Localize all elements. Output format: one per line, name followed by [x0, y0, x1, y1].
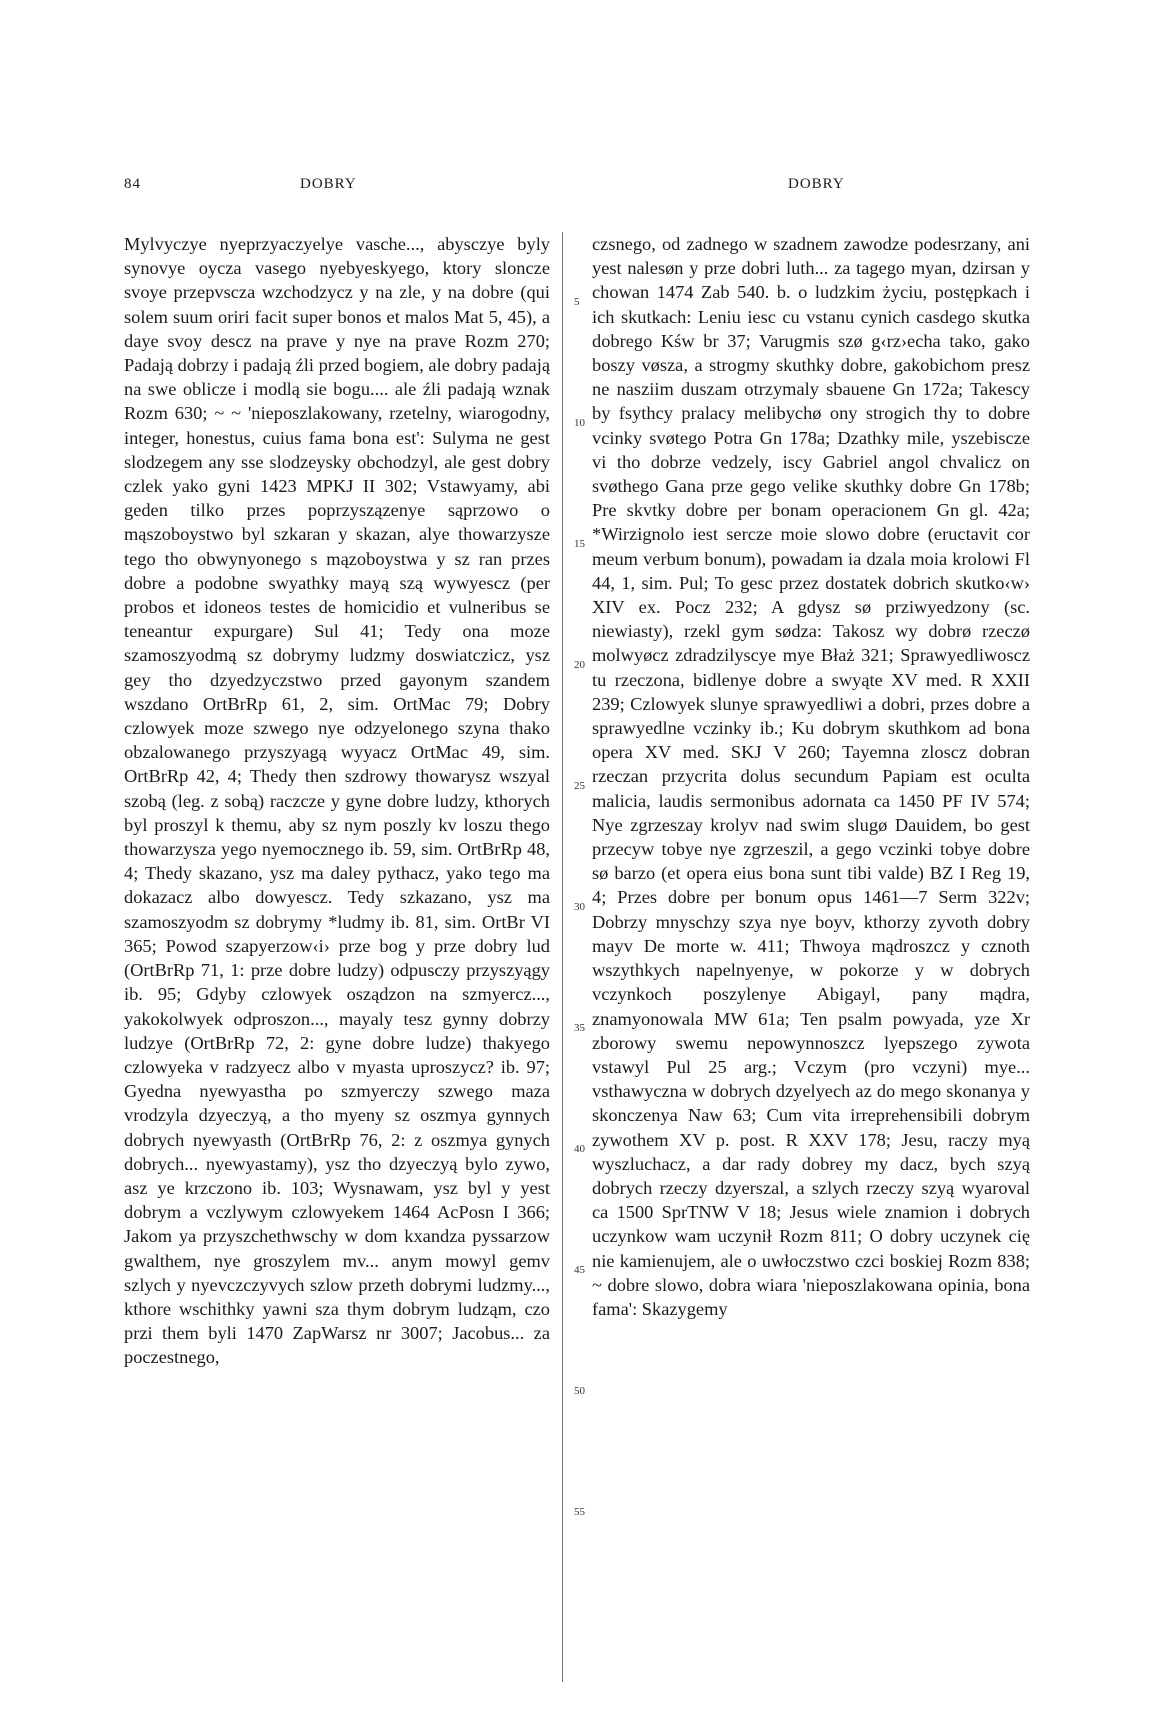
line-number: 50	[574, 1385, 585, 1397]
right-column	[592, 232, 1030, 1692]
line-number: 30	[574, 901, 585, 913]
right-column-text: czsnego, od zadnego w szadnem zawodze podesrzany, ani yest nalesøn y prze dobri luth... za tagego myan, dzirsan y chowan 1474 Zab 540. b. o ludzkim życiu, postępkach i ich skutkach: Leniu iesc cu vstanu cynich casdego skutka dobrego Kśw br 37; Varugmis szø g‹rz›echa tako, gako boszy vøsza, a strogmy skuthky dobre, gakobichom presz ne nasziim duszam otrzymaly sbauene Gn 172a; Takescy by fsythcy pralacy melibychø ony strogich thy to dobre vcinky svøtego Potra Gn 178a; Dzathky mile, yszebiscze vi tho dobrze vedzely, iscy Gabriel angol chvalicz on svøthego Gana prze gego velike skuthky dobre Gn 178b; Pre skvtky dobre per bonam operacionem Gn gl. 42a; *Wirzignolo iest sercze moie slowo dobre (eructavit cor meum verbum bonum), powadam ia dzala moia krolowi Fl 44, 1, sim. Pul; To gesc przez dostatek dobrich skutko‹w› XIV ex. Pocz 232; A gdysz sø prziwyedzony (sc. niewiasty), rzekl gym sødza: Takosz wy dobrø rzeczø molwyøcz zdradzilyscye mye Błaż 321; Sprawyedliwoscz tu rzeczona, bidlenye dobre a swyąte XV med. R XXII 239; Czlowyek slunye sprawyedliwi a dobri, przes dobre a sprawyedlne vczinky ib.; Ku dobrym skuthkom ad bona opera XV med. SKJ V 260; Tayemna zloscz dobran rzeczan przycrita dolus secundum Papiam est oculta malicia, laudis sermonibus adornata ca 1450 PF IV 574; Nye zgrzeszay krolyv nad swim slugø Dauidem, bo gest przecyw tobye nye zgrzeszil, a gego vczinki tobye dobre sø barzo (et opera eius bona sunt tibi valde) BZ I Reg 19, 4; Przes dobre per bonum opus 1461—7 Serm 322v; Dobrzy mnyschzy szya nye boyv, kthorzy zyvoth dobry mayv De morte w. 411; Thwoya mądroszcz y cznoth wszythkych napelnyenye, w pokorze y w dobrych vczynkoch poszylenye Abigayl, pany mądra, znamyonowala MW 61a; Ten psalm powyada, yze Xr zborowy swemu nepowynnoszcz lyepszego zywota vstawyl Pul 25 arg.; Vczym (pro vczyni) mye... vsthawyczna w dobrych dzyelyech az do mego skonanya y skonczenya Naw 63; Cum vita irreprehensibili dobrym zywothem XV p. post. R XXV 178; Jesu, raczy myą wyszluchacz, a dar rady dobrey my dacz, bych szyą dobrych rzeczy dzyerszal, a szlych rzeczy szyą wyaroval ca 1500 SprTNW V 18; Jesus wiele znamion i dobrych uczynkow wam uczynił Rozm 811; O dobry uczynek cię nie kamienujem, ale o uwłoczstwo czci boskiej Rozm 838; ~ dobre slowo, dobra wiara 'nieposzlakowana opinia, bona fama': Skazygemy	[592, 234, 1030, 1319]
column-divider	[562, 232, 563, 1682]
line-number: 55	[574, 1506, 585, 1518]
left-running-title: DOBRY	[300, 176, 357, 192]
line-number: 15	[574, 538, 585, 550]
right-running-title: DOBRY	[788, 176, 845, 192]
line-numbers	[568, 232, 588, 1692]
line-number: 35	[574, 1022, 585, 1034]
running-header	[0, 176, 1157, 200]
line-number: 20	[574, 659, 585, 671]
line-number: 5	[574, 296, 580, 308]
page-number: 84	[124, 176, 141, 192]
left-column	[124, 232, 550, 1692]
line-number: 25	[574, 780, 585, 792]
left-column-text: Mylvyczye nyeprzyaczyelye vasche..., abysczye byly synovye oycza vasego nyebyeskyego, ktory sloncze svoye przepvscza wzchodzycz y na zle, y na dobre (qui solem suum oriri facit super bonos et malos Mat 5, 45), a daye svoy descz na prave y nye na prave Rozm 270; Padają dobrzy i padają źli przed bogiem, ale dobry padają na swe oblicze i modlą sie bogu.... ale źli padają wznak Rozm 630; ~ ~ 'nieposzlakowany, rzetelny, wiarogodny, integer, honestus, cuius fama bona est': Sulyma ne gest slodzegem any sse slodzeysky obchodzyl, ale gest dobry czlek yako gyni 1423 MPKJ II 302; Vstawyamy, abi geden tilko przes poprzyszązenye sąprzowo o mąszoboystwo byl szkaran y skazan, alye thowarzysze tego tho obwynyonego s mązoboystwa y sz ran przes dobre a podobne swyathky mayą szą wywyescz (per probos et idoneos testes de homicidio et vulneribus se teneantur expurgare) Sul 41; Tedy ona moze szamoszyodmą sz dobrymy ludzmy doswiatczicz, ysz gey tho dzyedzyczstwo przed gayonym szandem wszdano OrtBrRp 61, 2, sim. OrtMac 79; Dobry czlowyek moze szwego nye odzyelonego szyna thako obzalowanego przyszyagą wyyacz OrtMac 49, sim. OrtBrRp 42, 4; Thedy then szdrowy thowarysz wszyal szobą (leg. z sobą) raczcze y gyne dobre ludzy, kthorych byl proszyl k themu, aby sz nym poszly kv loszu thego thowarzysza yego nyemocznego ib. 59, sim. OrtBrRp 48, 4; Thedy skazano, ysz ma daley pythacz, yako tego ma dokazacz albo dowyescz. Tedy szkazano, ysz ma szamoszyodm sz dobrymy *ludmy ib. 81, sim. OrtBr VI 365; Powod szapyerzow‹i› prze bog y prze dobry lud (OrtBrRp 71, 1: prze dobre ludzy) odpusczy przyszyągy ib. 95; Gdyby czlowyek osządzon na szmyercz..., yakokolwyek odproszon..., mayaly tesz gynny dobrzy ludzye (OrtBrRp 72, 2: gyne dobre ludze) thakyego czlowyeka v radzyecz albo v myasta uproszycz? ib. 97; Gyedna nyewyastha po szmyerczy szwego maza vrodzyla dzyeczyą, a tho myeny sz oszmya gynnych dobrych nyewyasth (OrtBrRp 76, 2: z oszmya gynych dobrych... nyewyastamy), ysz tho dzyeczyą bylo zywo, asz ye krzczono ib. 103; Wysnawam, ysz byl y yest dobrym a vczlywym czlowyekem 1464 AcPosn I 366; Jakom ya przyszchethwschy w dom kxandza pyssarzow gwalthem, nye groszylem mv... anym mowyl gemv szlych y nyevczczyvych szlow przeth dobrymi ludzmy..., kthore wschithky yawni sza thym dobrym ludząm, czo przi them byli 1470 ZapWarsz nr 3007; Jacobus... za poczestnego,	[124, 234, 550, 1368]
line-number: 45	[574, 1264, 585, 1276]
line-number: 10	[574, 417, 585, 429]
line-number: 40	[574, 1143, 585, 1155]
